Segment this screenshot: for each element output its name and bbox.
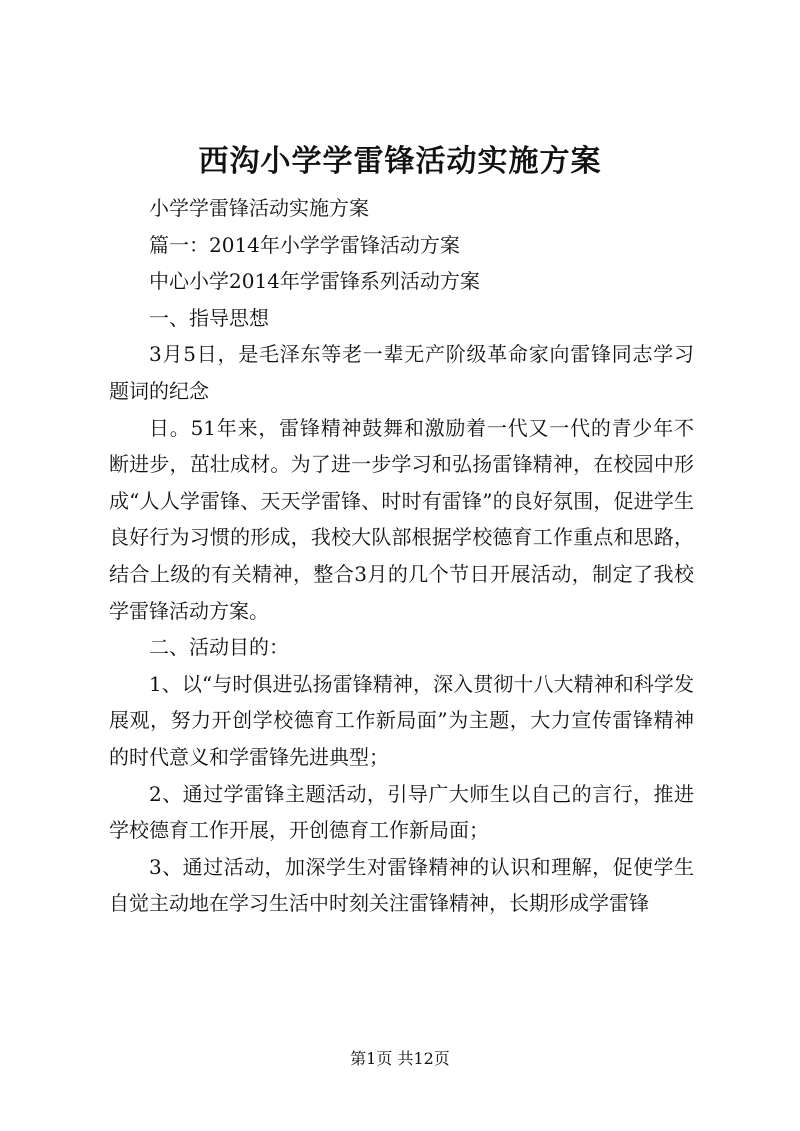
paragraph-body: 日。51年来，雷锋精神鼓舞和激励着一代又一代的青少年不断进步，茁壮成材。为了进一步学习和弘扬雷锋精神，在校园中形成“人人学雷锋、天天学雷锋、时时有雷锋”的良好氛围，促进学生良好行为习惯的形成，我校大队部根据学校德育工作重点和思路，结合上级的有关精神，整合3月的几个节日开展活动，制定了我校学雷锋活动方案。 [109, 415, 694, 623]
paragraph-chapter-heading: 篇一：2014年小学学雷锋活动方案 [149, 232, 460, 257]
document-title: 西沟小学学雷锋活动实施方案 [198, 144, 602, 179]
document-body [109, 190, 694, 922]
paragraph-plan-heading: 中心小学2014年学雷锋系列活动方案 [149, 269, 480, 294]
paragraph-section-guiding-ideology: 一、指导思想 [149, 305, 269, 330]
paragraph-subtitle: 小学学雷锋活动实施方案 [149, 196, 369, 220]
page-footer: 第1页 共12页 [350, 1049, 450, 1068]
paragraph-body: 3月5日，是毛泽东等老一辈无产阶级革命家向雷锋同志学习题词的纪念 [109, 342, 694, 403]
paragraph-list-item: 1、以“与时俱进弘扬雷锋精神，深入贯彻十八大精神和科学发展观，努力开创学校德育工作新局面”为主题，大力宣传雷锋精神的时代意义和学雷锋先进典型； [109, 671, 694, 769]
paragraph-section-purpose: 二、活动目的： [149, 635, 289, 660]
paragraph-list-item: 3、通过活动，加深学生对雷锋精神的认识和理解，促使学生自觉主动地在学习生活中时刻关注雷锋精神，长期形成学雷锋 [109, 854, 694, 916]
paragraph-list-item: 2、通过学雷锋主题活动，引导广大师生以自己的言行，推进学校德育工作开展，开创德育工作新局面； [109, 781, 694, 843]
